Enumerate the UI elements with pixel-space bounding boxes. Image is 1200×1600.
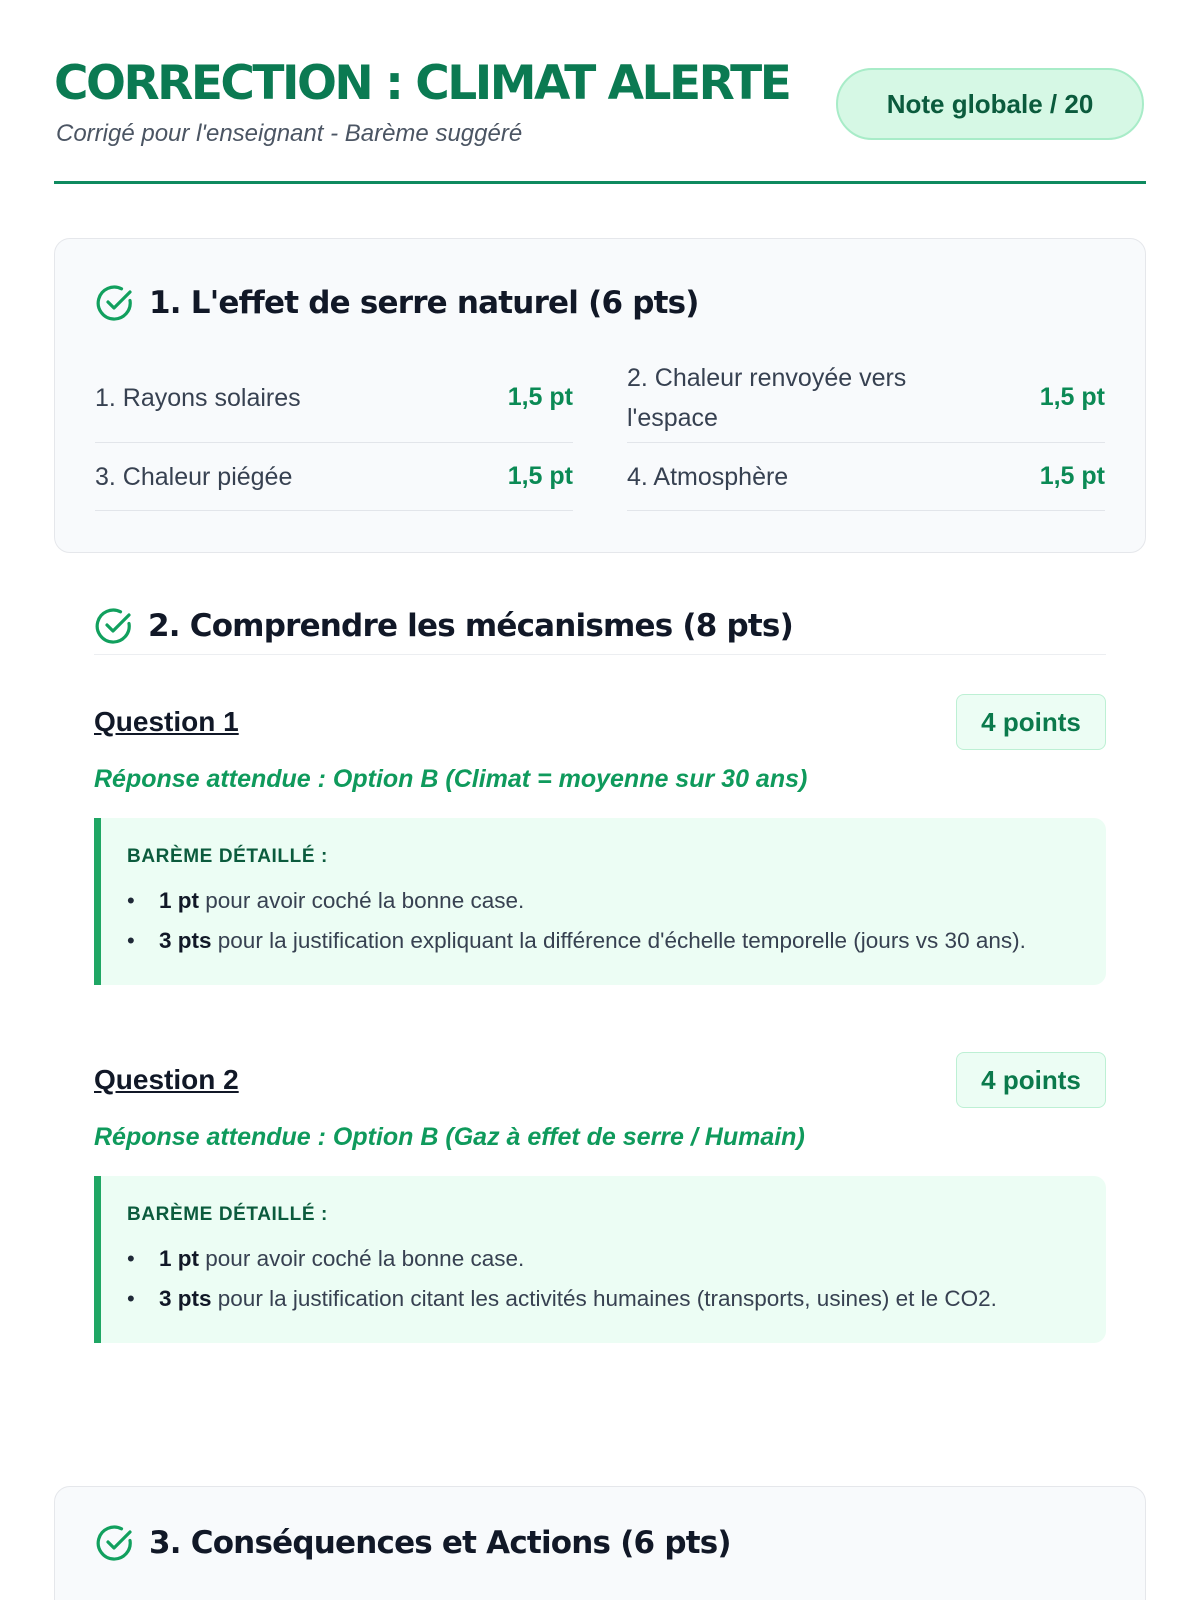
section-3-heading: [95, 1521, 1105, 1565]
section-3-title: 3. Conséquences et Actions (6 pts): [149, 1525, 731, 1561]
answer-item-label: 4. Atmosphère: [627, 462, 789, 491]
bareme-text: pour avoir coché la bonne case.: [205, 888, 525, 913]
section-3-card: [54, 1486, 1146, 1600]
bareme-item: [127, 1242, 1076, 1275]
note-globale-badge: Note globale / 20: [836, 68, 1144, 140]
question-2: [94, 1051, 1106, 1343]
answer-item-points: 1,5 pt: [1039, 383, 1105, 411]
section-1-heading: [95, 281, 1105, 325]
expected-answer: Réponse attendue : Option B (Gaz à effet de serre / Humain): [94, 1123, 805, 1151]
question-1: [94, 693, 1106, 985]
bareme-text: pour la justification expliquant la différence d'échelle temporelle (jours vs 30 ans).: [217, 928, 1026, 953]
section-2-title: 2. Comprendre les mécanismes (8 pts): [148, 607, 793, 644]
bareme-item: [127, 884, 1076, 917]
bareme-list: [127, 1242, 1076, 1315]
answer-item: [627, 443, 1105, 511]
section-2-heading: [94, 607, 1106, 655]
answer-item-points: 1,5 pt: [1039, 462, 1105, 490]
expected-answer: Réponse attendue : Option B (Climat = moyenne sur 30 ans): [94, 765, 808, 793]
answer-item-label: 2. Chaleur renvoyée vers l'espace: [627, 363, 907, 432]
bareme-item: [127, 1282, 1076, 1315]
check-circle-icon: [95, 1523, 135, 1563]
check-circle-icon: [95, 283, 135, 323]
answer-item-label: 3. Chaleur piégée: [95, 462, 293, 491]
section-1-grid: [95, 353, 1105, 511]
bareme-points: 1 pt: [159, 1246, 200, 1271]
page-title: CORRECTION : CLIMAT ALERTE: [54, 56, 790, 111]
answer-item: [95, 353, 573, 443]
question-header: [94, 693, 1106, 751]
bareme-points: 3 pts: [159, 1286, 212, 1311]
bareme-list: [127, 884, 1076, 957]
section-1-card: [54, 238, 1146, 553]
answer-item: [627, 353, 1105, 443]
section-1-title: 1. L'effet de serre naturel (6 pts): [149, 285, 699, 321]
answer-item-points: 1,5 pt: [507, 462, 573, 490]
question-points-badge: 4 points: [956, 1052, 1106, 1108]
question-title: Question 1: [94, 706, 239, 737]
check-circle-icon: [94, 606, 134, 646]
bareme-box: [94, 818, 1106, 985]
bareme-text: pour la justification citant les activités humaines (transports, usines) et le CO2.: [217, 1286, 997, 1311]
page-header: [54, 0, 1146, 184]
bareme-text: pour avoir coché la bonne case.: [205, 1246, 525, 1271]
bareme-points: 1 pt: [159, 888, 200, 913]
bareme-item: [127, 924, 1076, 957]
answer-item: [95, 443, 573, 511]
page-subtitle: Corrigé pour l'enseignant - Barème suggéré: [56, 120, 523, 147]
question-points-badge: 4 points: [956, 694, 1106, 750]
question-title: Question 2: [94, 1064, 239, 1095]
question-header: [94, 1051, 1106, 1109]
bareme-title: BARÈME DÉTAILLÉ :: [127, 1204, 328, 1225]
bareme-title: BARÈME DÉTAILLÉ :: [127, 846, 328, 867]
bareme-box: [94, 1176, 1106, 1343]
bareme-points: 3 pts: [159, 928, 212, 953]
answer-item-points: 1,5 pt: [507, 383, 573, 411]
answer-item-label: 1. Rayons solaires: [95, 383, 301, 412]
section-2: [54, 607, 1146, 1343]
